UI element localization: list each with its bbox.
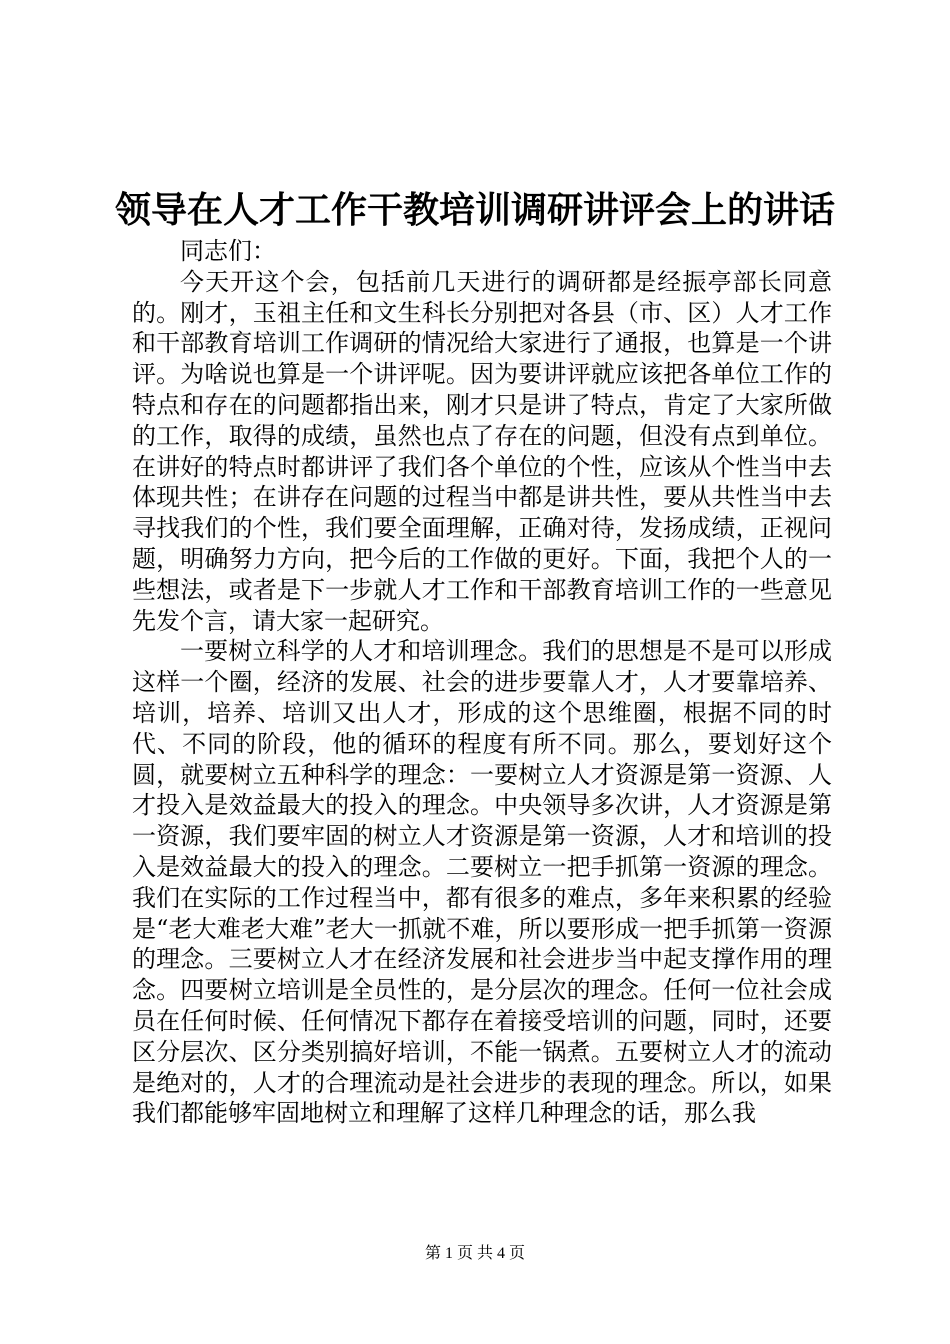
- paragraph-2: 一要树立科学的人才和培训理念。我们的思想是不是可以形成这样一个圈，经济的发展、社会的进步要靠人才，人才要靠培养、培训，培养、培训又出人才，形成的这个思维圈，根据不同的时代、不同的阶段，他的循环的程度有所不同。那么，要划好这个圆，就要树立五种科学的理念：一要树立人才资源是第一资源、人才投入是效益最大的投入的理念。中央领导多次讲，人才资源是第一资源，我们要牢固的树立人才资源是第一资源，人才和培训的投入是效益最大的投入的理念。二要树立一把手抓第一资源的理念。我们在实际的工作过程当中，都有很多的难点，多年来积累的经验是“老大难老大难”老大一抓就不难，所以要形成一把手抓第一资源的理念。三要树立人才在经济发展和社会进步当中起支撑作用的理念。四要树立培训是全员性的，是分层次的理念。任何一位社会成员在任何时候、任何情况下都存在着接受培训的问题，同时，还要区分层次、区分类别搞好培训，不能一锅煮。五要树立人才的流动是绝对的，人才的合理流动是社会进步的表现的理念。所以，如果我们都能够牢固地树立和理解了这样几种理念的话，那么我: [132, 637, 832, 1128]
- salutation: 同志们：: [180, 237, 276, 265]
- page-footer: 第 1 页 共 4 页: [424, 1245, 525, 1262]
- page-title: 领导在人才工作干教培训调研讲评会上的讲话: [114, 189, 835, 231]
- document-body: [132, 236, 832, 1129]
- paragraph-1: 今天开这个会，包括前几天进行的调研都是经振亭部长同意的。刚才，玉祖主任和文生科长分别把对各县（市、区）人才工作和干部教育培训工作调研的情况给大家进行了通报，也算是一个讲评。为啥说也算是一个讲评呢。因为要讲评就应该把各单位工作的特点和存在的问题都指出来，刚才只是讲了特点，肯定了大家所做的工作，取得的成绩，虽然也点了存在的问题，但没有点到单位。在讲好的特点时都讲评了我们各个单位的个性，应该从个性当中去体现共性；在讲存在问题的过程当中都是讲共性，要从共性当中去寻找我们的个性，我们要全面理解，正确对待，发扬成绩，正视问题，明确努力方向，把今后的工作做的更好。下面，我把个人的一些想法，或者是下一步就人才工作和干部教育培训工作的一些意见先发个言，请大家一起研究。: [132, 267, 832, 635]
